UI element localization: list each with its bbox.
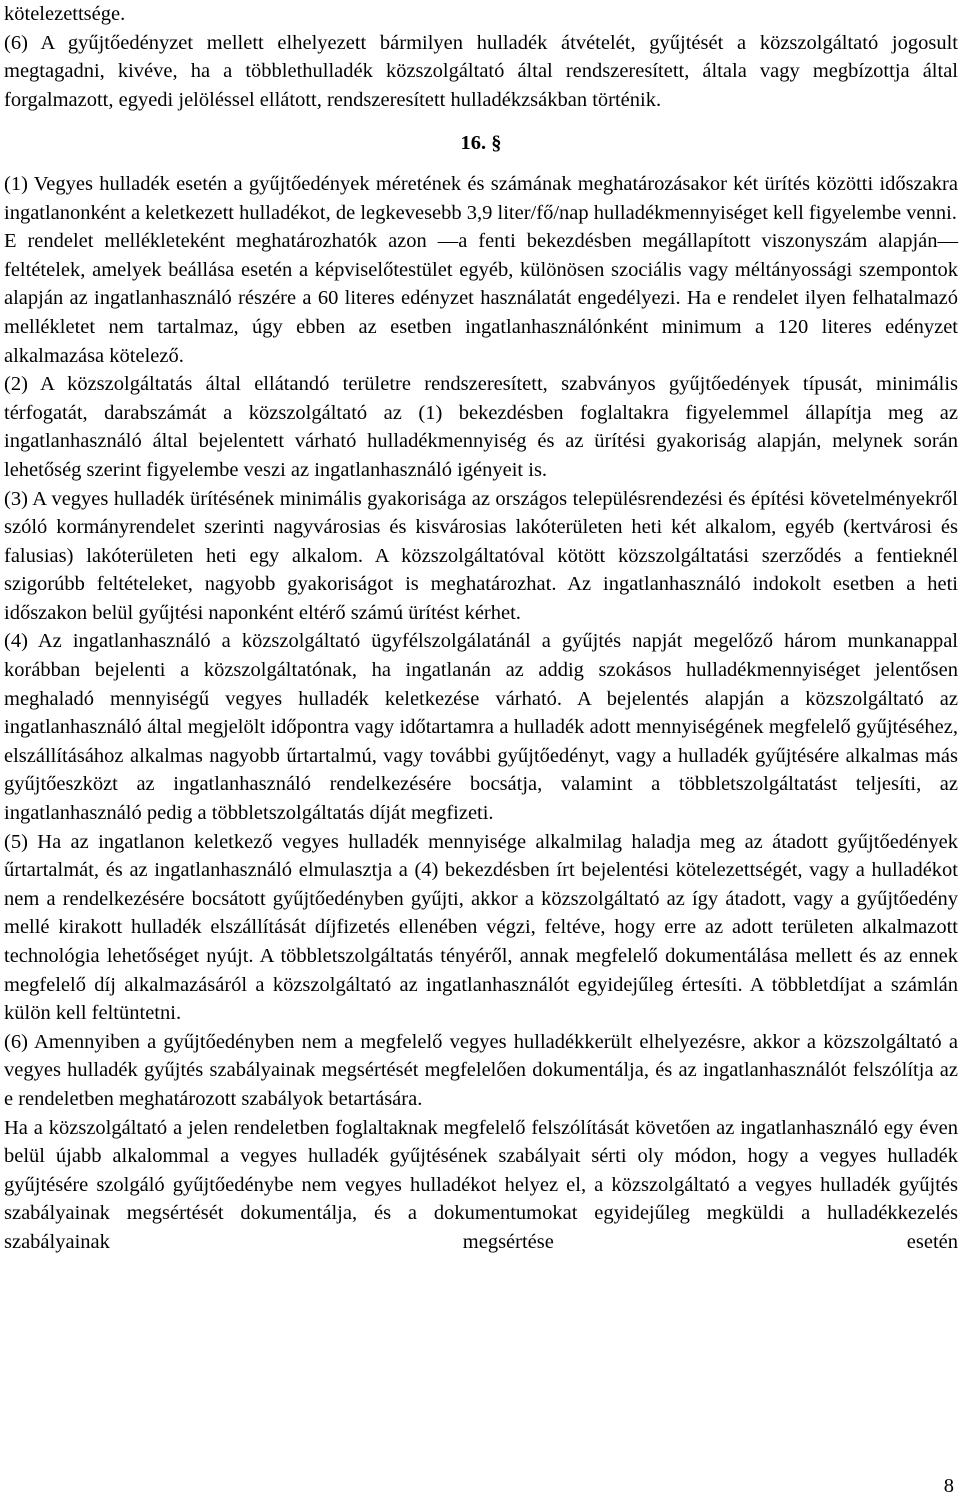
paragraph-6-improper-waste: (6) Amennyiben a gyűjtőedényben nem a megfelelő vegyes hulladékkerült elhelyezésre, akkor a közszolgáltató a vegyes hulladék gyűjtés szabályainak megsértését megfelelően dokumentálja, és az ingatlanhasználót felszólítja az e rendeletben meghatározott szabályok betartására. — [4, 1030, 958, 1110]
paragraph-2-container-types: (2) A közszolgáltatás által ellátandó területre rendszeresített, szabványos gyűjtőedények típusát, minimális térfogatát, darabszámát a közszolgáltató az (1) bekezdésben foglaltakra figyelemmel állapítja meg az ingatlanhasználó által bejelentett várható hulladékmennyiség és az ürítési gyakoriság alapján, melynek során lehetőség szerint figyelembe veszi az ingatlanhasználó igényeit is. — [4, 373, 958, 481]
paragraph-continuation: kötelezettsége. — [4, 3, 126, 25]
paragraph-1-container-size: (1) Vegyes hulladék esetén a gyűjtőedények méretének és számának meghatározásakor két ürítés közötti időszakra ingatlanonként a keletkezett hulladékot, de legkevesebb 3,9 liter/fő/nap hulladékmennyiséget kell figyelembe venni. — [4, 172, 958, 224]
paragraph-repeat-violation: Ha a közszolgáltató a jelen rendeletben foglaltaknak megfelelő felszólítását követően az ingatlanhasználó egy éven belül újabb alkalommal a vegyes hulladék gyűjtésének szabályait sérti oly módon, hogy a vegyes hulladék gyűjtésére szolgáló gyűjtőedénybe nem vegyes hulladékot helyez el, a közszolgáltató a vegyes hulladék gyűjtés szabályainak megsértését dokumentálja, és a dokumentumokat egyidejűleg megküldi a hulladékkezelés szabályainak megsértése esetén — [4, 1116, 958, 1253]
paragraph-3-emptying-frequency: (3) A vegyes hulladék ürítésének minimális gyakorisága az országos településrendezési és építési követelményekről szóló kormányrendelet szerinti nagyvárosias és kisvárosias lakóterületen heti két alkalom, egyéb (kertvárosi és falusias) lakóterületen heti egy alkalom. A közszolgáltatóval kötött közszolgáltatási szerződés a fentieknél szigorúbb feltételeket, nagyobb gyakoriságot is meghatározhat. Az ingatlanhasználó indokolt esetben a heti időszakon belül gyűjtési naponként eltérő számú ürítést kérhet. — [4, 487, 958, 624]
paragraph-annex-conditions: E rendelet mellékleteként meghatározhatók azon ―a fenti bekezdésben megállapított viszonyszám alapján― feltételek, amelyek beállása esetén a képviselőtestület egyéb, különösen szociális vagy méltányossági szempontok alapján az ingatlanhasználó részére a 60 literes edényzet használatát engedélyezi. Ha e rendelet ilyen felhatalmazó mellékletet nem tartalmaz, úgy ebben az esetben ingatlanhasználónként minimum a 120 literes edényzet alkalmazása kötelező. — [4, 230, 958, 367]
page-number: 8 — [943, 1475, 954, 1497]
section-title: 16. § — [460, 132, 502, 155]
spacer — [4, 158, 958, 170]
paragraph-6-waste-bags: (6) A gyűjtőedényzet mellett elhelyezett bármilyen hulladék átvételét, gyűjtését a közszolgáltató jogosult megtagadni, kivéve, ha a többlethulladék közszolgáltató által rendszeresített, általa vagy megbízottja által forgalmazott, egyedi jelöléssel ellátott, rendszeresített hulladékzsákban történik. — [4, 31, 958, 111]
spacer — [4, 114, 958, 129]
document-page — [4, 0, 958, 1257]
paragraph-4-extra-waste-notice: (4) Az ingatlanhasználó a közszolgáltató ügyfélszolgálatánál a gyűjtés napját megelőző három munkanappal korábban bejelenti a közszolgáltatónak, ha ingatlanán az addig szokásos hulladékmennyiséget jelentősen meghaladó mennyiségű vegyes hulladék keletkezése várható. A bejelentés alapján a közszolgáltató az ingatlanhasználó által megjelölt időpontra vagy időtartamra a hulladék adott mennyiségének megfelelő gyűjtéséhez, elszállításához alkalmas nagyobb űrtartalmú, vagy további gyűjtőedényt, vagy a hulladék gyűjtésére alkalmas más gyűjtőeszközt az ingatlanhasználó rendelkezésére bocsátja, valamint a többletszolgáltatást teljesíti, az ingatlanhasználó pedig a többletszolgáltatás díját megfizeti. — [4, 630, 958, 825]
paragraph-5-excess-waste: (5) Ha az ingatlanon keletkező vegyes hulladék mennyisége alkalmilag haladja meg az átadott gyűjtőedények űrtartalmát, és az ingatlanhasználó elmulasztja a (4) bekezdésben írt bejelentési kötelezettségét, vagy a hulladékot nem a rendelkezésére bocsátott gyűjtőedényben gyűjti, akkor a közszolgáltató az így átadott, vagy a gyűjtőedény mellé kirakott hulladék elszállítását díjfizetés ellenében végzi, feltéve, hogy erre az adott területen alkalmazott technológia lehetőséget nyújt. A többletszolgáltatás tényéről, annak megfelelő dokumentálása mellett és az ennek megfelelő díj alkalmazásáról a közszolgáltató az ingatlanhasználót egyidejűleg értesíti. A többletdíjat a számlán külön kell feltüntetni. — [4, 830, 958, 1025]
